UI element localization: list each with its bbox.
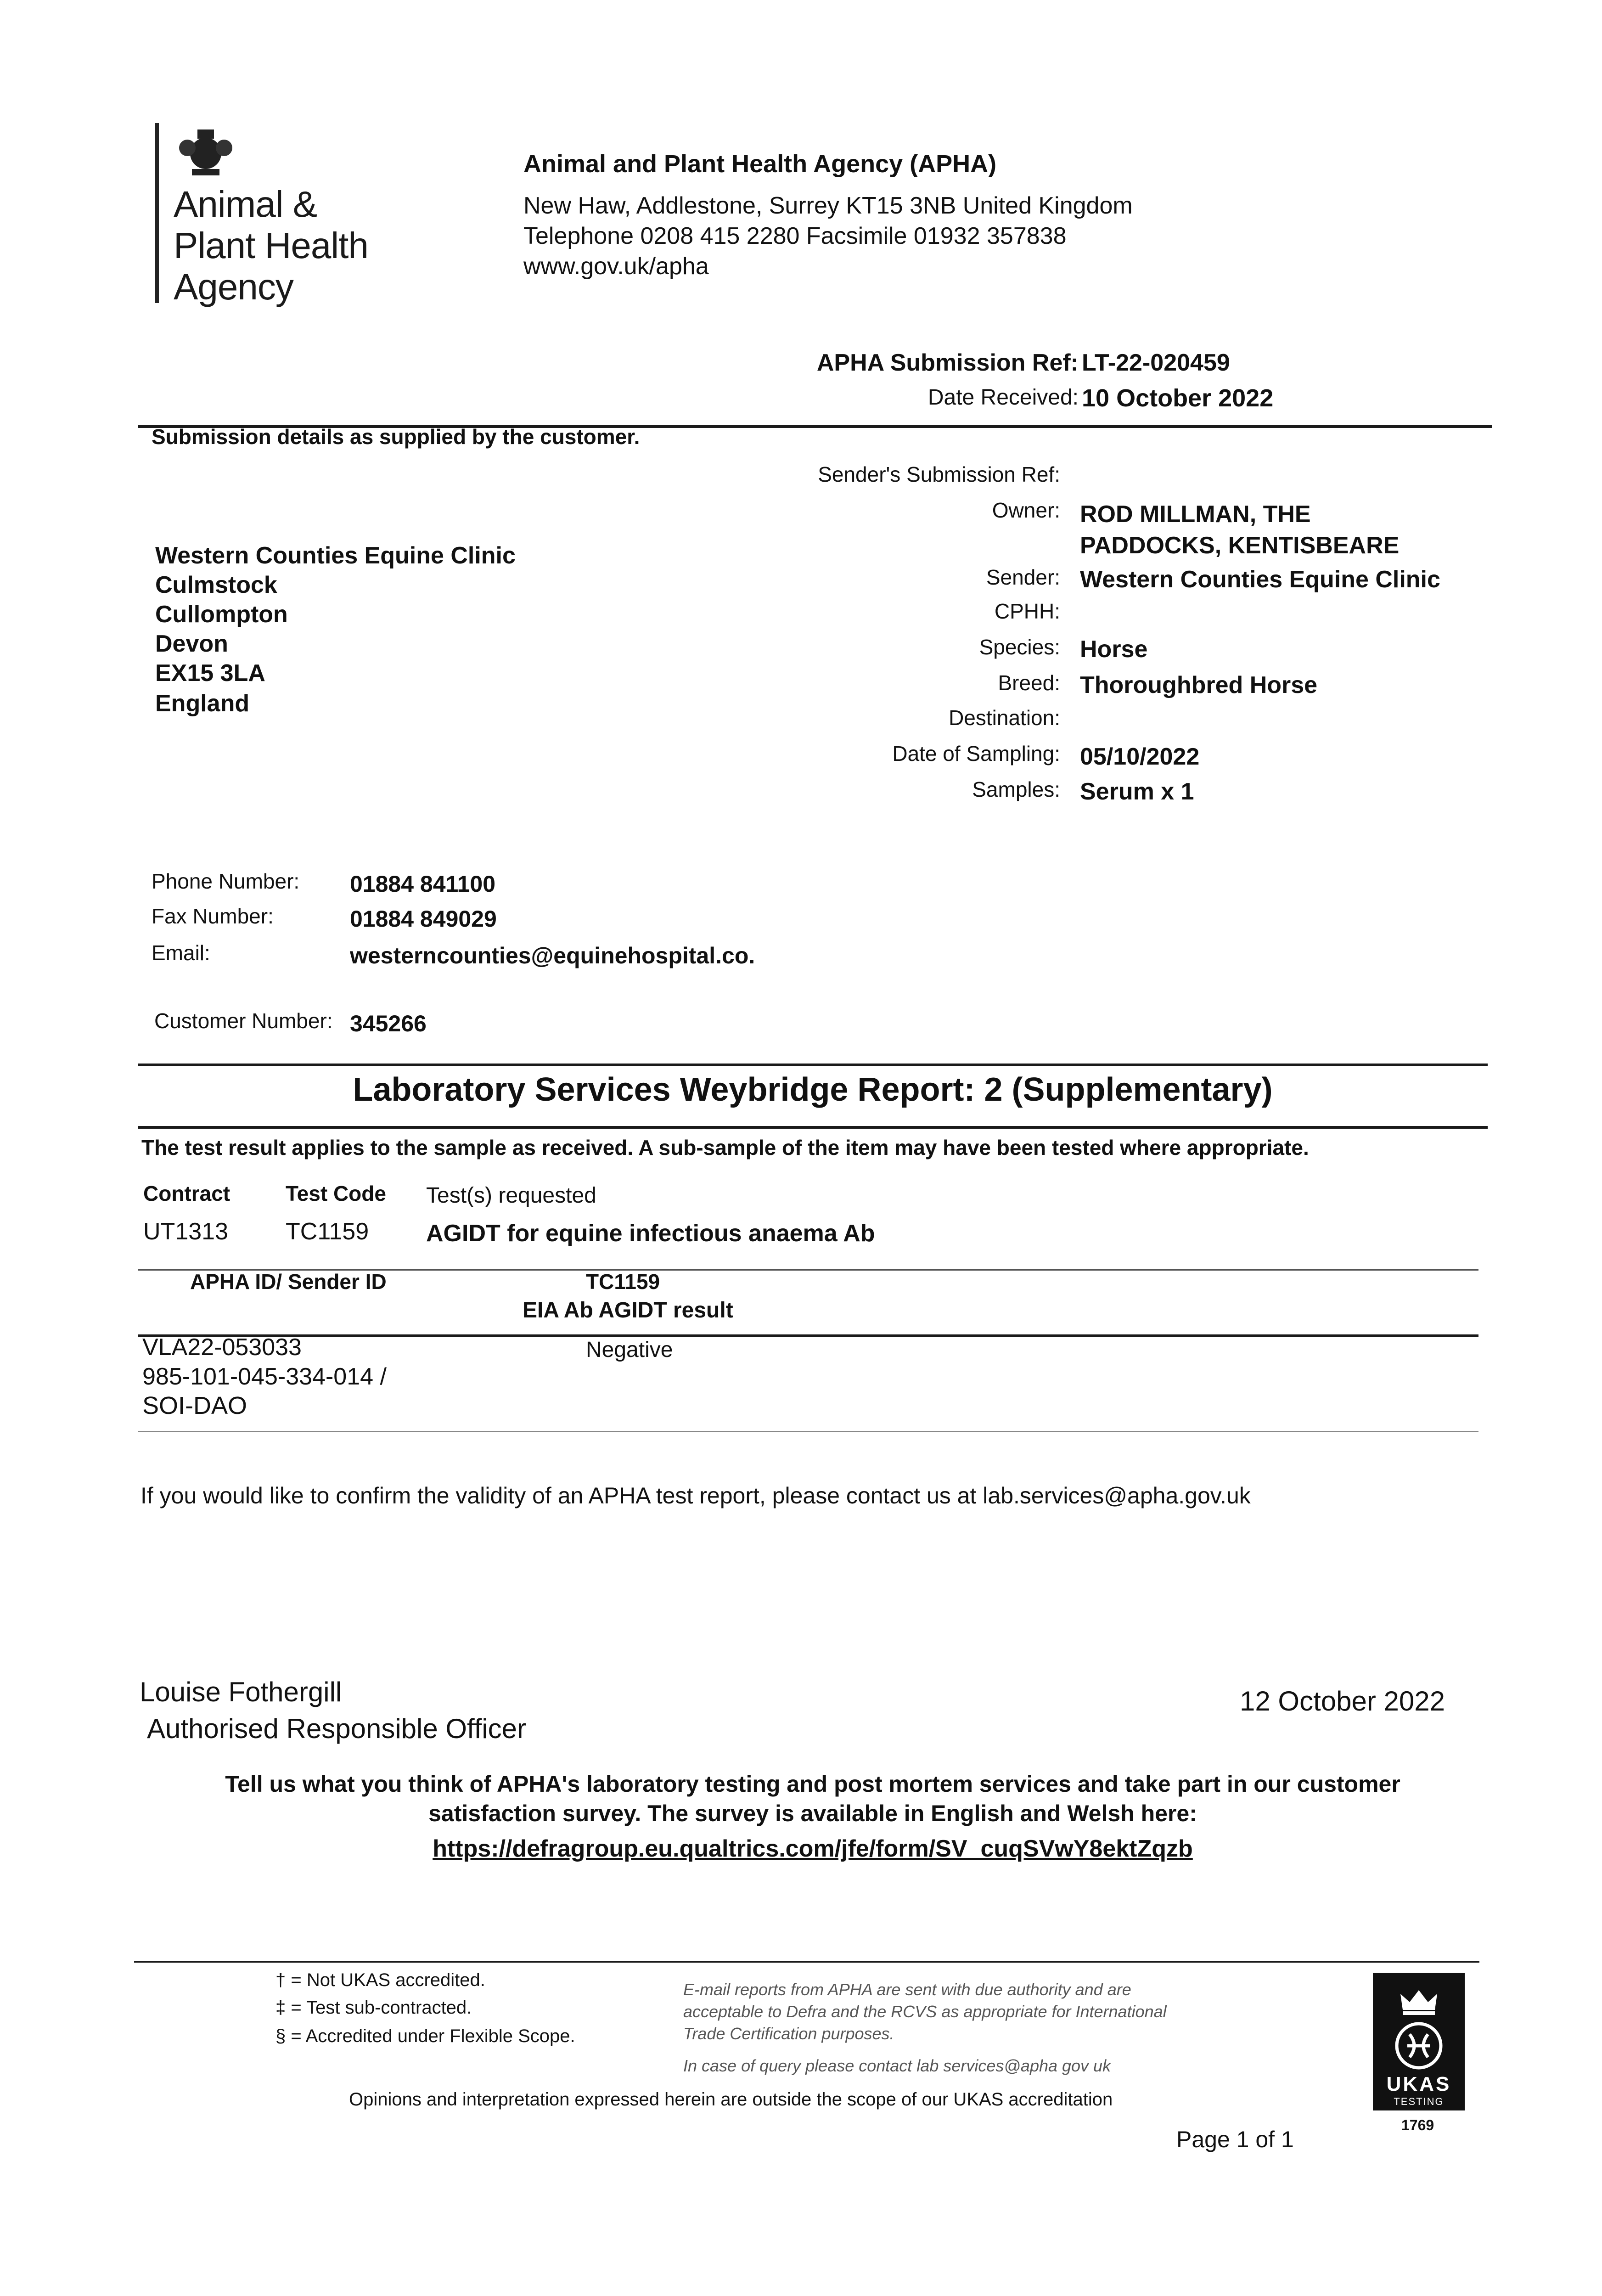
officer-name: Louise Fothergill <box>140 1677 342 1707</box>
logo-line: Plant Health <box>174 225 368 266</box>
org-website[interactable]: www.gov.uk/apha <box>523 253 709 280</box>
test-code-header: Test Code <box>286 1182 386 1205</box>
ukas-badge <box>1373 1973 1465 2110</box>
survey-text: Tell us what you think of APHA's laboratory testing and post mortem services and take part in our customer <box>225 1771 1400 1797</box>
contract-header: Contract <box>143 1182 230 1205</box>
detail-label: CPHH: <box>994 599 1060 623</box>
detail-value: Horse <box>1080 636 1148 663</box>
ukas-scope-note: Opinions and interpretation expressed herein are outside the scope of our UKAS accreditation <box>349 2089 1113 2110</box>
address-line: EX15 3LA <box>155 660 265 687</box>
org-name: Animal and Plant Health Agency (APHA) <box>523 150 997 178</box>
ukas-sub: TESTING <box>1394 2096 1444 2107</box>
ukas-emblem-icon <box>1394 2020 1444 2071</box>
results-col-sample-id: APHA ID/ Sender ID <box>190 1270 387 1294</box>
org-phone-fax: Telephone 0208 415 2280 Facsimile 01932 357838 <box>523 223 1067 249</box>
detail-label: Sender's Submission Ref: <box>818 462 1060 486</box>
fax-value: 01884 849029 <box>350 906 497 932</box>
legend-item: § = Accredited under Flexible Scope. <box>275 2026 575 2046</box>
detail-label: Breed: <box>998 671 1060 695</box>
fax-label: Fax Number: <box>152 904 274 928</box>
detail-label: Date of Sampling: <box>892 742 1060 765</box>
report-date: 12 October 2022 <box>1240 1686 1445 1716</box>
detail-label: Samples: <box>972 777 1060 801</box>
detail-value: 05/10/2022 <box>1080 743 1200 770</box>
results-rule-mid <box>138 1334 1478 1337</box>
detail-label: Species: <box>979 635 1060 659</box>
legend-item: ‡ = Test sub-contracted. <box>275 1998 472 2018</box>
logo-wordmark <box>174 184 368 308</box>
results-col-test-code: TC1159 <box>586 1270 660 1294</box>
results-col-test-name: EIA Ab AGIDT result <box>523 1298 733 1322</box>
ukas-number: 1769 <box>1401 2117 1434 2133</box>
detail-label: Destination: <box>949 706 1060 730</box>
logo-line: Agency <box>174 266 293 307</box>
address-line: Cullompton <box>155 601 288 628</box>
email-note: E-mail reports from APHA are sent with due authority and are <box>683 1980 1131 1999</box>
date-received-value: 10 October 2022 <box>1082 384 1274 412</box>
customer-number-value: 345266 <box>350 1011 427 1036</box>
validity-note: If you would like to confirm the validity of an APHA test report, please contact us at lab.services@apha.gov.uk <box>141 1483 1251 1508</box>
survey-link[interactable]: https://defragroup.eu.qualtrics.com/jfe/form/SV_cuqSVwY8ektZqzb <box>433 1835 1193 1862</box>
result-value: Negative <box>586 1338 673 1362</box>
officer-title: Authorised Responsible Officer <box>147 1713 526 1744</box>
report-title: Laboratory Services Weybridge Report: 2 (Supplementary) <box>353 1071 1273 1108</box>
email-value[interactable]: westerncounties@equinehospital.co. <box>350 943 755 968</box>
detail-value: ROD MILLMAN, THE <box>1080 501 1311 528</box>
tests-requested-header: Test(s) requested <box>426 1183 596 1208</box>
phone-label: Phone Number: <box>152 869 300 893</box>
query-note: In case of query please contact lab services@apha gov uk <box>683 2056 1111 2075</box>
results-rule-bottom <box>138 1431 1478 1432</box>
email-label: Email: <box>152 941 210 965</box>
sample-id: VLA22-053033 <box>142 1334 302 1361</box>
email-note: Trade Certification purposes. <box>683 2024 894 2043</box>
report-note: The test result applies to the sample as received. A sub-sample of the item may have been tested where appropriate. <box>141 1136 1309 1159</box>
logo-divider <box>155 123 159 303</box>
ukas-label: UKAS <box>1386 2073 1451 2095</box>
footer-rule <box>134 1961 1479 1963</box>
submission-ref-value: LT-22-020459 <box>1082 349 1230 376</box>
royal-crest-icon <box>174 125 238 180</box>
legend-item: † = Not UKAS accredited. <box>275 1970 485 1990</box>
report-rule-top <box>138 1064 1488 1066</box>
detail-value: PADDOCKS, KENTISBEARE <box>1080 532 1400 559</box>
submission-ref-label: APHA Submission Ref: <box>816 349 1079 376</box>
detail-value: Thoroughbred Horse <box>1080 672 1318 698</box>
date-received-label: Date Received: <box>927 385 1079 410</box>
detail-label: Sender: <box>986 565 1060 589</box>
detail-value: Serum x 1 <box>1080 778 1194 805</box>
detail-label: Owner: <box>992 498 1060 522</box>
sender-id: 985-101-045-334-014 / <box>142 1363 387 1390</box>
contract-value: UT1313 <box>143 1218 228 1245</box>
address-line: Western Counties Equine Clinic <box>155 542 516 569</box>
phone-value: 01884 841100 <box>350 871 496 897</box>
test-requested-value: AGIDT for equine infectious anaema Ab <box>426 1220 875 1247</box>
report-rule-bottom <box>138 1126 1488 1129</box>
crown-icon <box>1396 1985 1442 2017</box>
email-note: acceptable to Defra and the RCVS as appropriate for International <box>683 2002 1167 2021</box>
page-number: Page 1 of 1 <box>1176 2127 1294 2152</box>
sender-id: SOI-DAO <box>142 1392 247 1419</box>
address-line: England <box>155 690 250 717</box>
org-address: New Haw, Addlestone, Surrey KT15 3NB United Kingdom <box>523 192 1133 219</box>
address-line: Devon <box>155 630 228 657</box>
logo-line: Animal & <box>174 184 317 225</box>
test-code-value: TC1159 <box>286 1218 369 1245</box>
submission-details-note: Submission details as supplied by the customer. <box>152 425 640 449</box>
survey-text: satisfaction survey. The survey is available in English and Welsh here: <box>428 1801 1197 1826</box>
detail-value: Western Counties Equine Clinic <box>1080 566 1440 593</box>
address-line: Culmstock <box>155 572 277 598</box>
customer-number-label: Customer Number: <box>154 1009 333 1033</box>
